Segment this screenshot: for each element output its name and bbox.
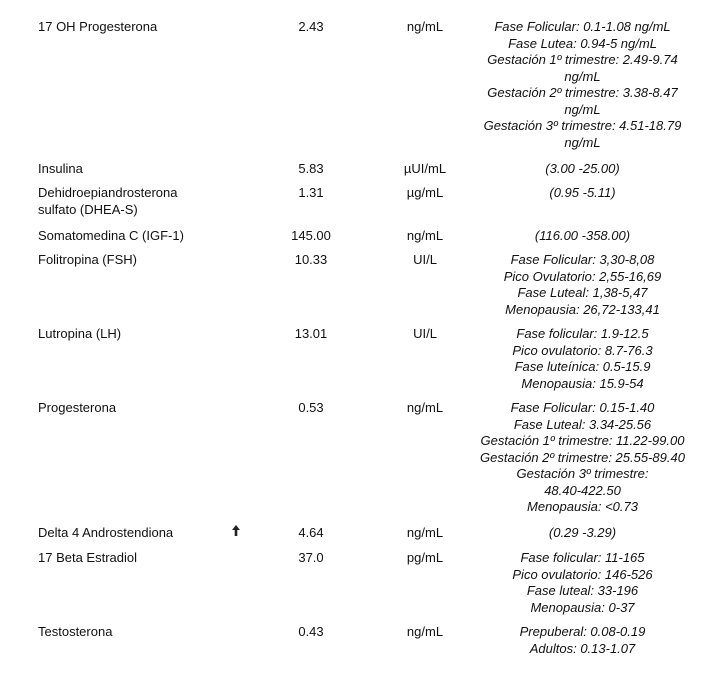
reference-line: Fase Folicular: 0.1-1.08 ng/mL [494,19,671,34]
reference-line: Fase luteal: 33-196 [526,583,639,598]
reference-line: Gestación 3º trimestre: 4.51-18.79 [483,118,682,133]
reference-line: Fase Luteal: 1,38-5,47 [517,285,648,300]
reference-line: Fase folicular: 11-165 [520,550,645,565]
result-unit: pg/mL [406,550,444,565]
reference-range [470,161,695,178]
test-name: Somatomedina C (IGF-1) [38,228,184,243]
result-unit: ng/mL [406,525,444,540]
result-unit: ng/mL [406,228,444,243]
reference-range [470,326,695,392]
result-value: 145.00 [291,228,331,243]
reference-line: Gestación 2º trimestre: 3.38-8.47 [487,85,678,100]
reference-range [470,19,695,151]
test-name: 17 Beta Estradiol [38,550,138,565]
result-value: 1.31 [298,185,324,200]
reference-line: Fase Folicular: 3,30-8,08 [510,252,655,267]
result-value: 37.0 [298,550,324,565]
reference-line: Fase luteínica: 0.5-15.9 [514,359,651,374]
result-value: 5.83 [298,161,324,176]
reference-line: Fase folicular: 1.9-12.5 [516,326,649,341]
reference-line: Fase Folicular: 0.15-1.40 [510,400,655,415]
result-unit: ng/mL [406,19,444,34]
high-arrow-icon [229,523,243,539]
reference-line: (3.00 -25.00) [545,161,620,176]
reference-range [470,550,695,616]
reference-line: Menopausia: 0-37 [530,599,635,615]
reference-line: ng/mL [564,134,601,150]
reference-line: (0.95 -5.11) [549,185,616,200]
test-name: Dehidroepiandrosterona sulfato (DHEA-S) [38,185,178,217]
test-name: Delta 4 Androstendiona [38,525,174,540]
reference-line: (0.29 -3.29) [548,525,617,540]
result-value: 2.43 [298,19,324,34]
reference-line: 48.40-422.50 [544,482,621,498]
reference-line: ng/mL [564,68,601,84]
result-value: 4.64 [298,525,324,540]
reference-range [470,228,695,245]
reference-range [470,252,695,318]
reference-range [470,624,695,657]
reference-range [470,525,695,542]
reference-line: Pico ovulatorio: 146-526 [512,566,653,582]
test-name: Testosterona [38,624,113,639]
reference-line: Pico ovulatorio: 8.7-76.3 [512,342,653,358]
reference-line: (116.00 -358.00) [534,228,631,243]
test-name: Folitropina (FSH) [38,252,137,267]
reference-line: Fase Lutea: 0.94-5 ng/mL [508,35,657,51]
reference-line: Gestación 2º trimestre: 25.55-89.40 [480,449,685,465]
reference-line: Prepuberal: 0.08-0.19 [519,624,646,639]
result-unit: ng/mL [406,400,444,415]
result-unit: µUI/mL [403,161,447,176]
reference-line: Menopausia: 26,72-133,41 [505,301,660,317]
reference-line: Pico Ovulatorio: 2,55-16,69 [503,268,662,284]
result-value: 0.43 [298,624,324,639]
reference-line: Gestación 1º trimestre: 11.22-99.00 [480,433,685,448]
result-value: 0.53 [298,400,324,415]
test-name: 17 OH Progesterona [38,19,158,34]
test-name: Insulina [38,161,83,176]
result-value: 13.01 [294,326,328,341]
reference-line: Menopausia: 15.9-54 [521,375,644,391]
result-unit: ng/mL [406,624,444,639]
reference-line: Adultos: 0.13-1.07 [529,640,636,656]
reference-range [470,400,695,516]
test-name: Progesterona [38,400,117,415]
reference-line: Gestación 1º trimestre: 2.49-9.74 [487,52,678,67]
reference-range [470,185,695,202]
result-unit: UI/L [413,252,437,267]
reference-line: Menopausia: <0.73 [527,499,638,514]
test-name: Lutropina (LH) [38,326,122,341]
result-value: 10.33 [294,252,328,267]
reference-line: Gestación 3º trimestre: [516,466,649,481]
result-unit: µg/mL [406,185,444,200]
reference-line: Fase Luteal: 3.34-25.56 [513,416,652,432]
reference-line: ng/mL [564,101,601,117]
result-unit: UI/L [413,326,437,341]
